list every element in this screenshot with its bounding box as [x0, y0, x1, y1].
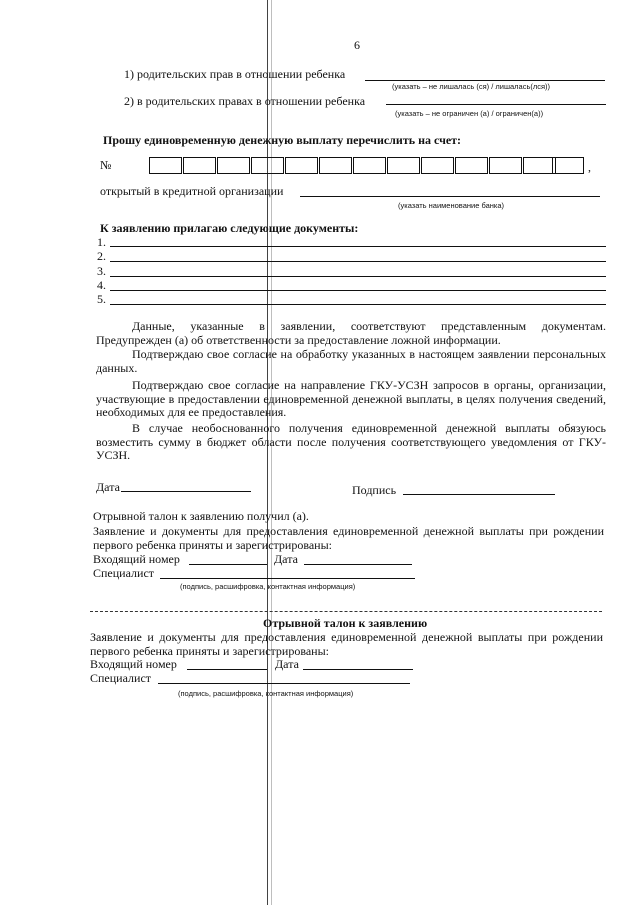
receipt-date-line[interactable] — [304, 564, 412, 565]
document-row-3-num: 3. — [97, 264, 106, 278]
account-digit-box[interactable] — [319, 157, 352, 174]
document-row-2-line[interactable] — [110, 261, 606, 262]
bank-label: открытый в кредитной организации — [100, 184, 284, 198]
document-row-3-line[interactable] — [110, 276, 606, 277]
tear-off-date-label: Дата — [275, 657, 299, 671]
date-line[interactable] — [121, 491, 251, 492]
specialist-line[interactable] — [160, 578, 415, 579]
account-digit-box[interactable] — [251, 157, 284, 174]
documents-heading: К заявлению прилагаю следующие документы: — [100, 221, 359, 235]
account-heading: Прошу единовременную денежную выплату перечислить на счет: — [103, 133, 462, 147]
tear-off-title: Отрывной талон к заявлению — [263, 616, 428, 630]
rights-item-1: 1) родительских прав в отношении ребенка — [124, 67, 346, 81]
account-digit-box[interactable] — [285, 157, 318, 174]
receipt-date-label: Дата — [274, 552, 298, 566]
account-digit-box[interactable] — [353, 157, 386, 174]
tear-off-incoming-label: Входящий номер — [90, 657, 177, 671]
document-row-4-line[interactable] — [110, 290, 606, 291]
declaration-paragraph-2: Подтверждаю свое согласие на обработку указанных в настоящем заявлении персональных данных. — [96, 347, 606, 375]
receipt-accepted-text: Заявление и документы для предоставления единовременной денежной выплаты при рождении первого ребенка приняты и зарегистрированы: — [93, 524, 604, 552]
signature-line[interactable] — [403, 494, 555, 495]
incoming-number-line[interactable] — [189, 564, 267, 565]
receipt-received-text: Отрывной талон к заявлению получил (а). — [93, 509, 309, 523]
tear-off-specialist-label: Специалист — [90, 671, 152, 685]
tear-off-accepted-text: Заявление и документы для предоставления единовременной денежной выплаты при рождении первого ребенка приняты и зарегистрированы: — [90, 630, 603, 658]
document-row-2-num: 2. — [97, 249, 106, 263]
tear-off-incoming-line[interactable] — [187, 669, 267, 670]
page-number: 6 — [354, 38, 360, 52]
account-digit-box[interactable] — [421, 157, 454, 174]
account-comma: , — [588, 160, 591, 174]
account-digit-box[interactable] — [455, 157, 488, 174]
signature-label: Подпись — [352, 483, 397, 497]
rights-item-2-line — [386, 104, 606, 105]
declaration-paragraph-3: Подтверждаю свое согласие на направление ГКУ-УСЗН запросов в органы, организации, участвующие в предоставлении единовременной денежной выплаты, в целях получения сведений, необходимых для ее предоставления. — [96, 378, 606, 419]
specialist-note: (подпись, расшифровка, контактная информация) — [180, 582, 356, 591]
account-digit-box[interactable] — [217, 157, 250, 174]
document-row-5-num: 5. — [97, 292, 106, 306]
tear-off-line — [90, 611, 602, 612]
account-number-label: № — [100, 158, 112, 172]
document-row-5-line[interactable] — [110, 304, 606, 305]
rights-item-1-note: (указать – не лишалась (ся) / лишалась(лся)) — [392, 82, 551, 91]
declaration-paragraph-4: В случае необоснованного получения единовременной денежной выплаты обязуюсь возместить сумму в бюджет области после получения соответствующего уведомления от ГКУ-УСЗН. — [96, 421, 606, 462]
tear-off-specialist-note: (подпись, расшифровка, контактная информация) — [178, 689, 354, 698]
account-digit-box[interactable] — [552, 157, 584, 174]
rights-item-2-note: (указать – не ограничен (а) / ограничен(а)) — [395, 109, 544, 118]
account-digit-box[interactable] — [489, 157, 522, 174]
document-row-4-num: 4. — [97, 278, 106, 292]
rights-item-2: 2) в родительских правах в отношении ребенка — [124, 94, 366, 108]
declaration-paragraph-1: Данные, указанные в заявлении, соответствуют представленным документам. Предупрежден (а) об ответственности за предоставление ложной информации. — [96, 319, 606, 347]
tear-off-specialist-line[interactable] — [158, 683, 410, 684]
date-label: Дата — [96, 480, 120, 494]
tear-off-date-line[interactable] — [303, 669, 413, 670]
account-digit-box[interactable] — [183, 157, 216, 174]
account-digit-box[interactable] — [149, 157, 182, 174]
bank-note: (указать наименование банка) — [398, 201, 505, 210]
account-digit-box[interactable] — [387, 157, 420, 174]
document-row-1-num: 1. — [97, 235, 106, 249]
specialist-label: Специалист — [93, 566, 155, 580]
rights-item-1-line — [365, 80, 605, 81]
document-row-1-line[interactable] — [110, 246, 606, 247]
bank-line[interactable] — [300, 196, 600, 197]
incoming-number-label: Входящий номер — [93, 552, 180, 566]
